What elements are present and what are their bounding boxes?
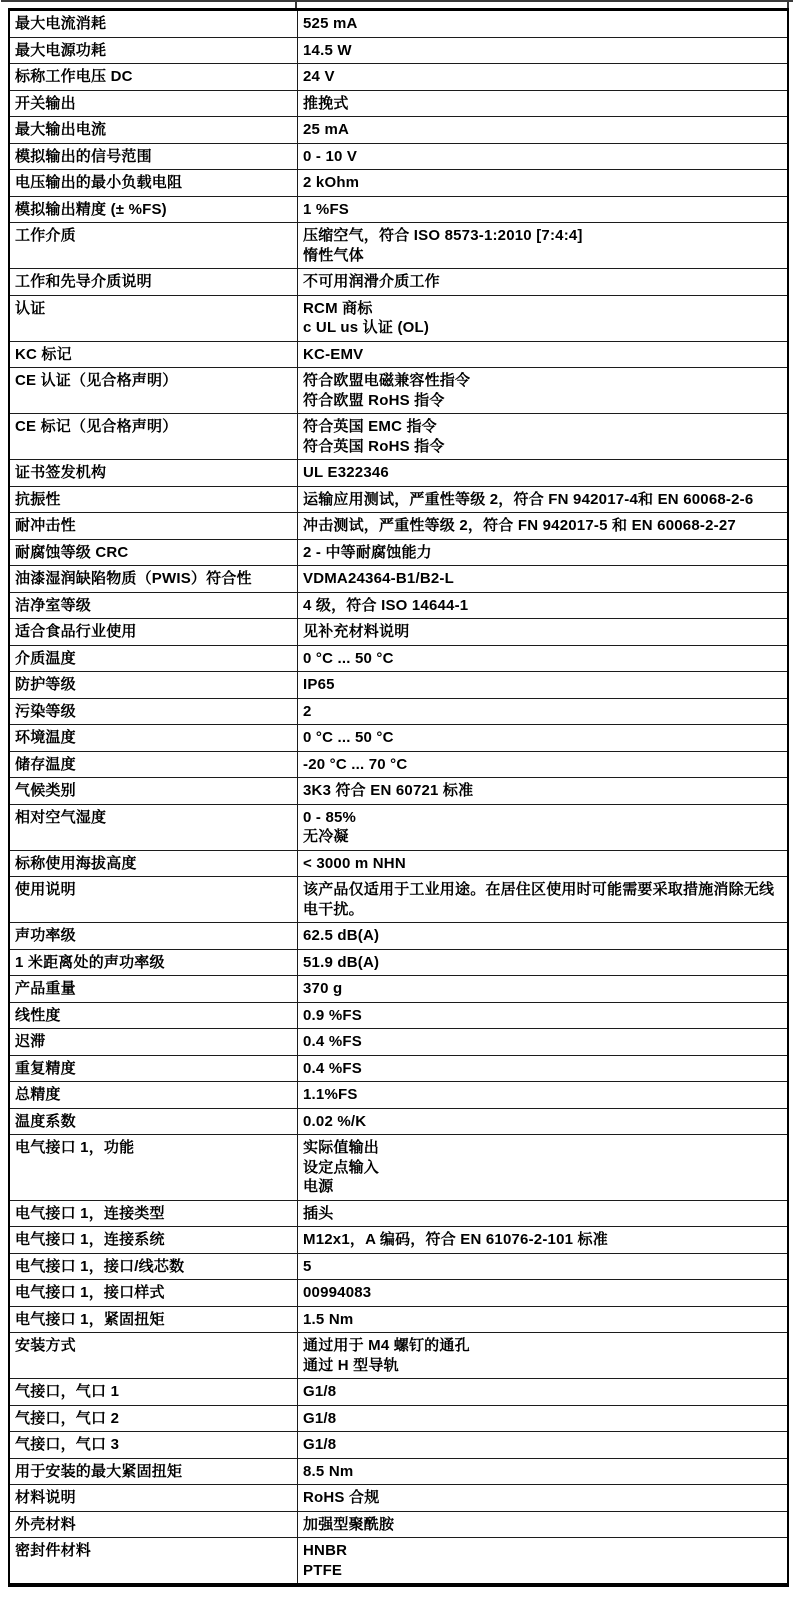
spec-label-cell: 气接口，气口 1 <box>9 1379 298 1406</box>
spec-value-cell: 0.4 %FS <box>298 1029 789 1056</box>
table-row <box>9 368 788 414</box>
spec-value-cell: G1/8 <box>298 1405 789 1432</box>
spec-value-cell: 该产品仅适用于工业用途。在居住区使用时可能需要采取措施消除无线电干扰。 <box>298 877 789 923</box>
spec-label-cell: 储存温度 <box>9 751 298 778</box>
spec-label-cell: 油漆湿润缺陷物质（PWIS）符合性 <box>9 566 298 593</box>
spec-label-cell: 1 米距离处的声功率级 <box>9 949 298 976</box>
table-row <box>9 341 788 368</box>
table-row <box>9 196 788 223</box>
table-row <box>9 804 788 850</box>
spec-value-cell: 1 %FS <box>298 196 789 223</box>
spec-value-cell: 0.9 %FS <box>298 1002 789 1029</box>
spec-label-cell: 防护等级 <box>9 672 298 699</box>
spec-value-cell: KC-EMV <box>298 341 789 368</box>
spec-label-cell: 总精度 <box>9 1082 298 1109</box>
table-row <box>9 751 788 778</box>
spec-label-cell: 工作介质 <box>9 223 298 269</box>
spec-value-cell: 0.02 %/K <box>298 1108 789 1135</box>
spec-value-cell: 4 级，符合 ISO 14644-1 <box>298 592 789 619</box>
spec-value-cell: 加强型聚酰胺 <box>298 1511 789 1538</box>
spec-label-cell: 声功率级 <box>9 923 298 950</box>
table-row <box>9 37 788 64</box>
spec-value-cell: 24 V <box>298 64 789 91</box>
table-row <box>9 1055 788 1082</box>
spec-label-cell: 模拟输出精度 (± %FS) <box>9 196 298 223</box>
spec-value-cell: M12x1，A 编码，符合 EN 61076-2-101 标准 <box>298 1227 789 1254</box>
spec-label-cell: 电压输出的最小负载电阻 <box>9 170 298 197</box>
spec-label-cell: 温度系数 <box>9 1108 298 1135</box>
table-row <box>9 1485 788 1512</box>
spec-label-cell: 认证 <box>9 295 298 341</box>
spec-value-cell: 符合欧盟电磁兼容性指令 符合欧盟 RoHS 指令 <box>298 368 789 414</box>
table-row <box>9 1538 788 1586</box>
spec-value-cell: 0 - 85% 无冷凝 <box>298 804 789 850</box>
spec-value-cell: G1/8 <box>298 1432 789 1459</box>
table-row <box>9 414 788 460</box>
table-row <box>9 1108 788 1135</box>
spec-label-cell: 气接口，气口 3 <box>9 1432 298 1459</box>
spec-label-cell: CE 标记（见合格声明） <box>9 414 298 460</box>
table-row <box>9 269 788 296</box>
spec-value-cell: HNBR PTFE <box>298 1538 789 1586</box>
spec-value-cell: 0.4 %FS <box>298 1055 789 1082</box>
table-row <box>9 539 788 566</box>
spec-label-cell: 电气接口 1，连接类型 <box>9 1200 298 1227</box>
spec-value-cell: UL E322346 <box>298 460 789 487</box>
spec-label-cell: 安装方式 <box>9 1333 298 1379</box>
table-row <box>9 698 788 725</box>
spec-value-cell: RoHS 合规 <box>298 1485 789 1512</box>
spec-value-cell: 1.1%FS <box>298 1082 789 1109</box>
table-row <box>9 170 788 197</box>
table-row <box>9 1432 788 1459</box>
spec-label-cell: 线性度 <box>9 1002 298 1029</box>
spec-value-cell: 不可用润滑介质工作 <box>298 269 789 296</box>
spec-label-cell: KC 标记 <box>9 341 298 368</box>
spec-value-cell: 525 mA <box>298 10 789 38</box>
table-row <box>9 64 788 91</box>
spec-label-cell: 标称工作电压 DC <box>9 64 298 91</box>
table-row <box>9 566 788 593</box>
spec-label-cell: 电气接口 1，接口/线芯数 <box>9 1253 298 1280</box>
spec-label-cell: 外壳材料 <box>9 1511 298 1538</box>
spec-label-cell: 介质温度 <box>9 645 298 672</box>
spec-value-cell: 运输应用测试，严重性等级 2，符合 FN 942017-4和 EN 60068-2-6 <box>298 486 789 513</box>
table-row <box>9 976 788 1003</box>
spec-table <box>8 8 789 1587</box>
spec-label-cell: 相对空气湿度 <box>9 804 298 850</box>
spec-value-cell: 通过用于 M4 螺钉的通孔 通过 H 型导轨 <box>298 1333 789 1379</box>
table-row <box>9 877 788 923</box>
spec-label-cell: 证书签发机构 <box>9 460 298 487</box>
table-row <box>9 1280 788 1307</box>
spec-value-cell: 2 - 中等耐腐蚀能力 <box>298 539 789 566</box>
table-row <box>9 1002 788 1029</box>
spec-value-cell: 0 °C ... 50 °C <box>298 725 789 752</box>
spec-value-cell: 00994083 <box>298 1280 789 1307</box>
spec-label-cell: 使用说明 <box>9 877 298 923</box>
spec-label-cell: 电气接口 1，紧固扭矩 <box>9 1306 298 1333</box>
spec-label-cell: 适合食品行业使用 <box>9 619 298 646</box>
spec-label-cell: 产品重量 <box>9 976 298 1003</box>
spec-label-cell: CE 认证（见合格声明） <box>9 368 298 414</box>
table-row <box>9 1458 788 1485</box>
spec-value-cell: 推挽式 <box>298 90 789 117</box>
spec-value-cell: 8.5 Nm <box>298 1458 789 1485</box>
spec-label-cell: 电气接口 1，功能 <box>9 1135 298 1201</box>
spec-label-cell: 洁净室等级 <box>9 592 298 619</box>
table-row <box>9 592 788 619</box>
spec-label-cell: 材料说明 <box>9 1485 298 1512</box>
spec-value-cell: 2 kOhm <box>298 170 789 197</box>
table-row <box>9 949 788 976</box>
table-row <box>9 513 788 540</box>
spec-value-cell: 见补充材料说明 <box>298 619 789 646</box>
spec-value-cell: 2 <box>298 698 789 725</box>
table-row <box>9 10 788 38</box>
spec-label-cell: 环境温度 <box>9 725 298 752</box>
table-row <box>9 1333 788 1379</box>
spec-label-cell: 最大电流消耗 <box>9 10 298 38</box>
table-row <box>9 117 788 144</box>
table-row <box>9 223 788 269</box>
spec-label-cell: 气接口，气口 2 <box>9 1405 298 1432</box>
spec-label-cell: 开关输出 <box>9 90 298 117</box>
table-row <box>9 778 788 805</box>
spec-value-cell: 5 <box>298 1253 789 1280</box>
table-row <box>9 1306 788 1333</box>
spec-value-cell: 1.5 Nm <box>298 1306 789 1333</box>
spec-value-cell: 符合英国 EMC 指令 符合英国 RoHS 指令 <box>298 414 789 460</box>
table-row <box>9 923 788 950</box>
spec-label-cell: 重复精度 <box>9 1055 298 1082</box>
spec-label-cell: 迟滞 <box>9 1029 298 1056</box>
spec-value-cell: 实际值输出 设定点输入 电源 <box>298 1135 789 1201</box>
table-row <box>9 619 788 646</box>
spec-value-cell: 0 °C ... 50 °C <box>298 645 789 672</box>
table-row <box>9 1511 788 1538</box>
table-row <box>9 486 788 513</box>
table-row <box>9 850 788 877</box>
table-row <box>9 1029 788 1056</box>
spec-value-cell: 插头 <box>298 1200 789 1227</box>
spec-value-cell: VDMA24364-B1/B2-L <box>298 566 789 593</box>
table-row <box>9 1135 788 1201</box>
spec-value-cell: < 3000 m NHN <box>298 850 789 877</box>
spec-label-cell: 耐腐蚀等级 CRC <box>9 539 298 566</box>
table-row <box>9 1379 788 1406</box>
spec-label-cell: 工作和先导介质说明 <box>9 269 298 296</box>
spec-value-cell: 62.5 dB(A) <box>298 923 789 950</box>
spec-value-cell: 51.9 dB(A) <box>298 949 789 976</box>
spec-value-cell: 压缩空气，符合 ISO 8573-1:2010 [7:4:4] 惰性气体 <box>298 223 789 269</box>
spec-value-cell: 14.5 W <box>298 37 789 64</box>
spec-label-cell: 最大电源功耗 <box>9 37 298 64</box>
spec-label-cell: 电气接口 1，连接系统 <box>9 1227 298 1254</box>
spec-value-cell: G1/8 <box>298 1379 789 1406</box>
spec-label-cell: 模拟输出的信号范围 <box>9 143 298 170</box>
crop-top-rule <box>1 0 793 2</box>
spec-label-cell: 污染等级 <box>9 698 298 725</box>
table-row <box>9 295 788 341</box>
table-row <box>9 460 788 487</box>
spec-label-cell: 用于安装的最大紧固扭矩 <box>9 1458 298 1485</box>
spec-table-body <box>9 10 788 1586</box>
table-row <box>9 725 788 752</box>
spec-value-cell: 370 g <box>298 976 789 1003</box>
spec-label-cell: 抗振性 <box>9 486 298 513</box>
spec-value-cell: 3K3 符合 EN 60721 标准 <box>298 778 789 805</box>
spec-value-cell: 0 - 10 V <box>298 143 789 170</box>
spec-value-cell: -20 °C ... 70 °C <box>298 751 789 778</box>
table-row <box>9 1227 788 1254</box>
spec-label-cell: 最大输出电流 <box>9 117 298 144</box>
table-row <box>9 1200 788 1227</box>
spec-label-cell: 电气接口 1，接口样式 <box>9 1280 298 1307</box>
spec-value-cell: 冲击测试，严重性等级 2，符合 FN 942017-5 和 EN 60068-2-27 <box>298 513 789 540</box>
table-row <box>9 1405 788 1432</box>
spec-label-cell: 标称使用海拔高度 <box>9 850 298 877</box>
table-row <box>9 645 788 672</box>
table-row <box>9 143 788 170</box>
spec-label-cell: 耐冲击性 <box>9 513 298 540</box>
spec-value-cell: RCM 商标 c UL us 认证 (OL) <box>298 295 789 341</box>
spec-label-cell: 气候类别 <box>9 778 298 805</box>
table-row <box>9 1082 788 1109</box>
spec-value-cell: 25 mA <box>298 117 789 144</box>
spec-value-cell: IP65 <box>298 672 789 699</box>
table-row <box>9 1253 788 1280</box>
table-row <box>9 672 788 699</box>
table-row <box>9 90 788 117</box>
spec-label-cell: 密封件材料 <box>9 1538 298 1586</box>
